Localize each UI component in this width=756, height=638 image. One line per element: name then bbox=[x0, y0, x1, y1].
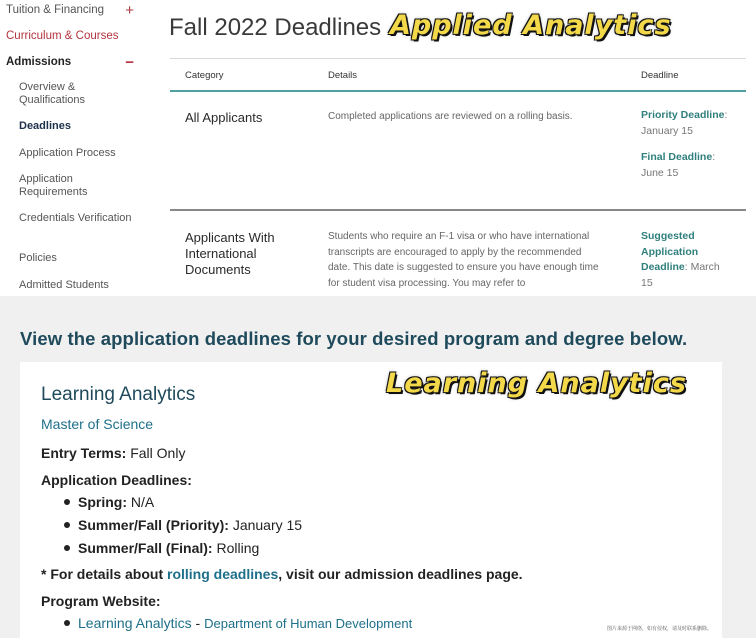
sidebar-tuition[interactable] bbox=[6, 2, 134, 19]
department-link[interactable]: Department of Human Development bbox=[204, 616, 413, 631]
sidebar-item-application-process[interactable]: Application Process bbox=[19, 147, 116, 159]
suggested-deadline-value: : March bbox=[684, 261, 720, 273]
deadline-value: N/A bbox=[130, 494, 155, 510]
row-deadline bbox=[641, 229, 731, 291]
final-deadline-label: Final Deadline bbox=[641, 151, 713, 163]
deadline-term: Spring: bbox=[78, 494, 127, 510]
table-top-divider bbox=[170, 58, 746, 59]
deadlines-panel bbox=[150, 4, 750, 294]
expand-plus-icon[interactable]: + bbox=[125, 2, 134, 19]
rolling-deadlines-note bbox=[41, 566, 523, 582]
details-line: Students who require an F-1 visa or who have international bbox=[328, 231, 590, 242]
sidebar-curriculum-label: Curriculum & Courses bbox=[6, 30, 119, 42]
category-line: Applicants With bbox=[185, 230, 275, 245]
row-details: Completed applications are reviewed on a rolling basis. bbox=[328, 111, 573, 122]
note-suffix: , visit our admission deadlines page. bbox=[278, 566, 523, 582]
priority-deadline-label: Priority Deadline bbox=[641, 109, 725, 121]
program-website-heading: Program Website: bbox=[41, 593, 161, 609]
collapse-minus-icon[interactable]: − bbox=[125, 54, 134, 71]
deadline-term: Summer/Fall (Final): bbox=[78, 540, 213, 556]
page-title: Fall 2022 Deadlines bbox=[169, 14, 382, 41]
watermark-note: 图片来源于网络，如有侵权，请及时联系删除。 bbox=[606, 626, 712, 632]
row-details bbox=[328, 229, 613, 291]
note-prefix: * For details about bbox=[41, 566, 168, 582]
program-title: Learning Analytics bbox=[41, 384, 196, 405]
sidebar-item-overview[interactable]: Overview & Qualifications bbox=[19, 81, 86, 106]
deadline-value: Rolling bbox=[216, 540, 260, 556]
bullet-icon bbox=[64, 522, 70, 528]
header-category: Category bbox=[185, 70, 224, 81]
category-line: International bbox=[185, 246, 257, 261]
category-line: Documents bbox=[185, 262, 251, 277]
suggested-deadline-label: Deadline bbox=[641, 261, 685, 273]
details-line: date. This date is suggested to ensure you have enough time bbox=[328, 262, 599, 274]
program-card bbox=[20, 362, 722, 638]
section-heading: View the application deadlines for your desired program and degree below. bbox=[20, 328, 688, 349]
row-divider bbox=[170, 209, 746, 211]
priority-deadline-value: January 15 bbox=[641, 124, 693, 137]
suggested-deadline-line: Suggested bbox=[641, 230, 695, 242]
sidebar-admissions-label: Admissions bbox=[6, 56, 72, 68]
rolling-deadlines-link[interactable]: rolling deadlines bbox=[167, 566, 279, 582]
details-line: transcripts are encouraged to apply by the recommended bbox=[328, 246, 582, 258]
sidebar-tuition-label: Tuition & Financing bbox=[6, 4, 105, 16]
sidebar-curriculum[interactable] bbox=[6, 30, 134, 42]
bullet-icon bbox=[64, 545, 70, 551]
deadlines-screenshot bbox=[0, 0, 756, 296]
sidebar-item-policies[interactable]: Policies bbox=[19, 252, 57, 264]
row-category bbox=[185, 230, 275, 278]
degree-label: Master of Science bbox=[41, 416, 154, 432]
program-website-label bbox=[41, 593, 161, 609]
learning-analytics-badge: Learning Analytics bbox=[386, 368, 687, 399]
row-deadline: Priority Deadline: January 15 Final Deadline: June 15 bbox=[641, 109, 728, 179]
website-separator: - bbox=[191, 615, 205, 631]
entry-terms bbox=[41, 445, 185, 461]
list-item bbox=[64, 494, 154, 510]
deadline-term: Summer/Fall (Priority): bbox=[78, 517, 229, 533]
bullet-icon bbox=[64, 620, 70, 626]
sidebar-admissions[interactable] bbox=[6, 54, 134, 71]
header-deadline: Deadline bbox=[641, 70, 679, 81]
bullet-icon bbox=[64, 499, 70, 505]
final-deadline-value: June 15 bbox=[641, 166, 679, 179]
sidebar-item-deadlines[interactable]: Deadlines bbox=[19, 120, 71, 132]
list-item bbox=[64, 615, 412, 631]
sidebar-item-credentials[interactable]: Credentials Verification bbox=[19, 212, 132, 224]
deadline-value: January 15 bbox=[232, 517, 303, 533]
application-deadlines-label bbox=[41, 472, 192, 488]
program-website-link[interactable]: Learning Analytics bbox=[78, 615, 192, 631]
suggested-deadline-line: Application bbox=[641, 245, 699, 258]
list-item bbox=[64, 540, 259, 556]
list-item bbox=[64, 517, 302, 533]
sidebar-nav bbox=[0, 0, 148, 296]
sidebar-item-application-requirements[interactable]: Application Requirements bbox=[19, 173, 88, 198]
entry-terms-value: Fall Only bbox=[130, 445, 186, 461]
header-details: Details bbox=[328, 70, 358, 81]
details-line: for student visa processing. You may refer to bbox=[328, 277, 526, 289]
sidebar-item-admitted-students[interactable]: Admitted Students bbox=[19, 279, 109, 291]
entry-terms-label: Entry Terms: bbox=[41, 445, 127, 461]
application-deadlines-heading: Application Deadlines: bbox=[41, 472, 192, 488]
applied-analytics-badge: Applied Analytics bbox=[390, 10, 672, 41]
suggested-deadline-day: 15 bbox=[641, 276, 653, 289]
header-divider bbox=[170, 90, 746, 92]
row-category: All Applicants bbox=[185, 110, 263, 125]
